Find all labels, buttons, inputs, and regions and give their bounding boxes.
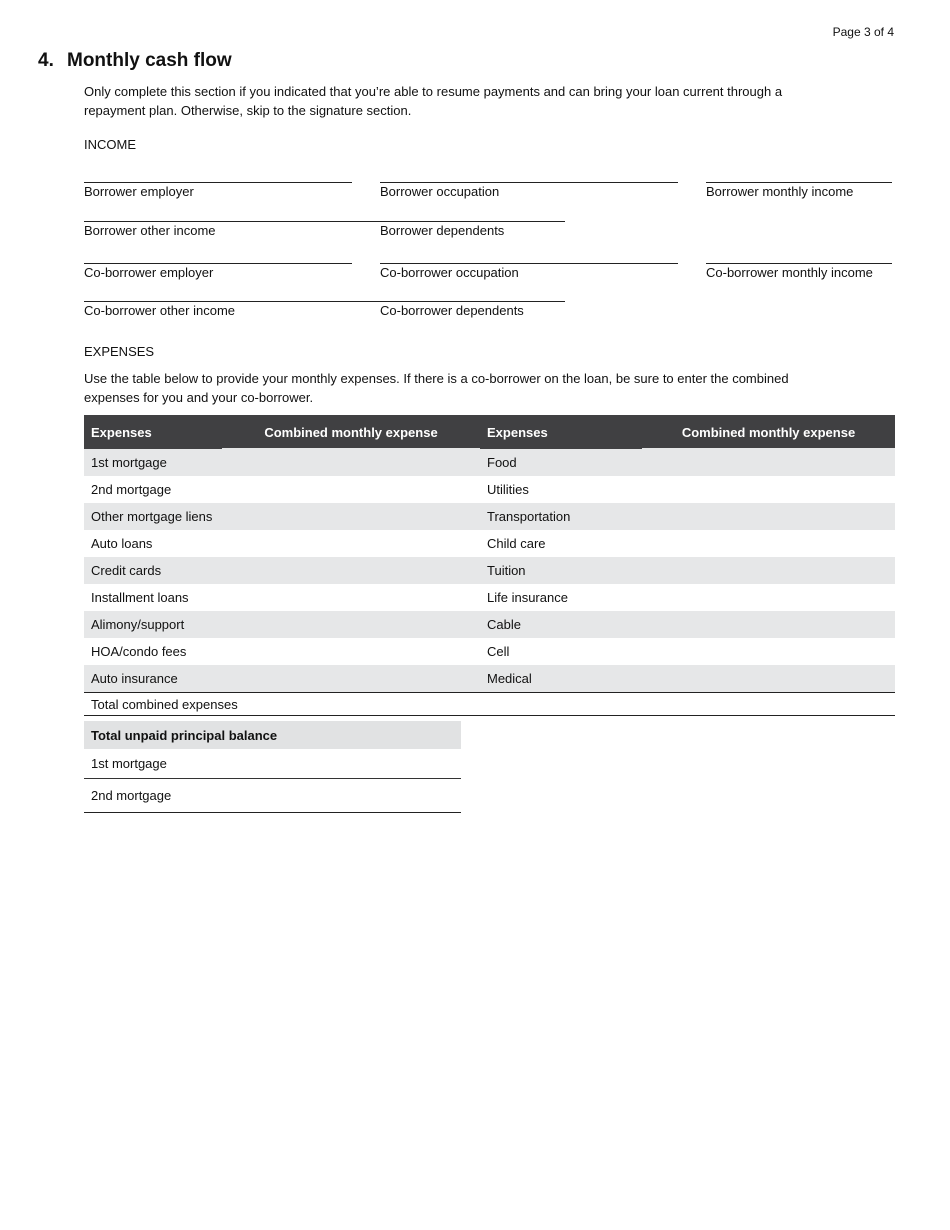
table-row xyxy=(84,503,895,530)
expense-amount-cell[interactable] xyxy=(642,638,895,665)
expense-label: Transportation xyxy=(480,503,642,530)
expense-label: 1st mortgage xyxy=(84,449,222,476)
borrower-monthly-income-label: Borrower monthly income xyxy=(706,184,854,199)
borrower-other-income-label: Borrower other income xyxy=(84,223,216,238)
section-number: 4. xyxy=(38,50,54,71)
section-title xyxy=(38,50,232,72)
income-heading: INCOME xyxy=(84,137,136,152)
expense-amount-cell[interactable] xyxy=(222,638,480,665)
header-divider xyxy=(642,448,895,450)
header-combined-right: Combined monthly expense xyxy=(642,415,895,449)
borrower-occupation-label: Borrower occupation xyxy=(380,184,500,199)
expense-label: Alimony/support xyxy=(84,611,222,638)
table-row[interactable] xyxy=(84,749,461,779)
borrower-other-income-field[interactable] xyxy=(84,221,380,238)
coborrower-other-income-field[interactable] xyxy=(84,301,380,318)
coborrower-employer-field[interactable] xyxy=(84,263,352,280)
total-expenses-label: Total combined expenses xyxy=(84,693,480,716)
upb-header-row xyxy=(84,721,461,749)
expense-amount-cell[interactable] xyxy=(642,665,895,693)
upb-label: 1st mortgage xyxy=(84,749,461,779)
expense-label: Utilities xyxy=(487,482,529,497)
coborrower-dependents-label: Co-borrower dependents xyxy=(380,303,524,318)
coborrower-employer-label: Co-borrower employer xyxy=(84,265,214,280)
total-expenses-amount-cell[interactable] xyxy=(480,693,895,716)
unpaid-principal-table xyxy=(84,721,461,813)
header-divider xyxy=(222,448,480,450)
expense-amount-cell[interactable] xyxy=(222,665,480,693)
expenses-instructions: Use the table below to provide your monthly expenses. If there is a co-borrower on the loan, be sure to enter the combined expenses for you and your co-borrower. xyxy=(84,371,789,405)
expense-label: Life insurance xyxy=(487,590,568,605)
expense-label: Child care xyxy=(487,536,546,551)
table-row xyxy=(84,584,895,611)
table-row xyxy=(84,530,895,557)
header-expenses-right: Expenses xyxy=(480,415,642,449)
expense-amount-cell[interactable] xyxy=(642,530,895,557)
table-row xyxy=(84,638,895,665)
expense-amount-cell[interactable] xyxy=(222,503,480,530)
header-expenses-left: Expenses xyxy=(84,415,222,449)
borrower-dependents-field[interactable] xyxy=(380,221,565,238)
expense-amount-cell[interactable] xyxy=(222,584,480,611)
table-row xyxy=(84,557,895,584)
expense-label: 2nd mortgage xyxy=(91,482,172,497)
section-title-text: Monthly cash flow xyxy=(67,50,232,71)
expense-label: Cell xyxy=(487,644,510,659)
expense-amount-cell[interactable] xyxy=(642,557,895,584)
page-number: Page 3 of 4 xyxy=(832,25,894,39)
expense-amount-cell[interactable] xyxy=(222,449,480,476)
expense-label: Food xyxy=(480,449,642,476)
expenses-table xyxy=(84,415,895,716)
expense-label: Auto loans xyxy=(91,536,153,551)
expense-amount-cell[interactable] xyxy=(642,503,895,530)
table-row[interactable] xyxy=(84,779,461,813)
table-row xyxy=(84,476,895,503)
coborrower-occupation-label: Co-borrower occupation xyxy=(380,265,519,280)
expense-label: Other mortgage liens xyxy=(84,503,222,530)
expense-amount-cell[interactable] xyxy=(642,584,895,611)
coborrower-monthly-income-field[interactable] xyxy=(706,263,892,280)
expense-label: Tuition xyxy=(480,557,642,584)
table-row xyxy=(84,449,895,476)
expense-label: Credit cards xyxy=(84,557,222,584)
expense-amount-cell[interactable] xyxy=(222,557,480,584)
upb-heading: Total unpaid principal balance xyxy=(84,721,461,749)
borrower-occupation-field[interactable] xyxy=(380,182,678,199)
expenses-header-row xyxy=(84,415,895,449)
coborrower-occupation-field[interactable] xyxy=(380,263,678,280)
coborrower-other-income-label: Co-borrower other income xyxy=(84,303,236,318)
expense-amount-cell[interactable] xyxy=(642,611,895,638)
total-expenses-row xyxy=(84,693,895,716)
expense-amount-cell[interactable] xyxy=(222,611,480,638)
table-row xyxy=(84,611,895,638)
header-combined-left: Combined monthly expense xyxy=(222,415,480,449)
expense-amount-cell[interactable] xyxy=(642,476,895,503)
intro-text: Only complete this section if you indicated that you’re able to resume payments and can bring your loan current through a repayment plan. Otherwise, skip to the signature section. xyxy=(84,84,783,118)
expense-label: Medical xyxy=(480,665,642,693)
expense-label: HOA/condo fees xyxy=(91,644,187,659)
expense-amount-cell[interactable] xyxy=(642,449,895,476)
expenses-heading: EXPENSES xyxy=(84,344,155,359)
borrower-dependents-label: Borrower dependents xyxy=(380,223,505,238)
borrower-employer-label: Borrower employer xyxy=(84,184,194,199)
borrower-monthly-income-field[interactable] xyxy=(706,182,892,199)
expense-label: Installment loans xyxy=(91,590,189,605)
expense-amount-cell[interactable] xyxy=(222,476,480,503)
coborrower-monthly-income-label: Co-borrower monthly income xyxy=(706,265,873,280)
borrower-employer-field[interactable] xyxy=(84,182,352,199)
expense-amount-cell[interactable] xyxy=(222,530,480,557)
table-row xyxy=(84,665,895,693)
expense-label: Auto insurance xyxy=(84,665,222,693)
coborrower-dependents-field[interactable] xyxy=(380,301,565,318)
upb-label: 2nd mortgage xyxy=(84,779,461,813)
expense-label: Cable xyxy=(480,611,642,638)
